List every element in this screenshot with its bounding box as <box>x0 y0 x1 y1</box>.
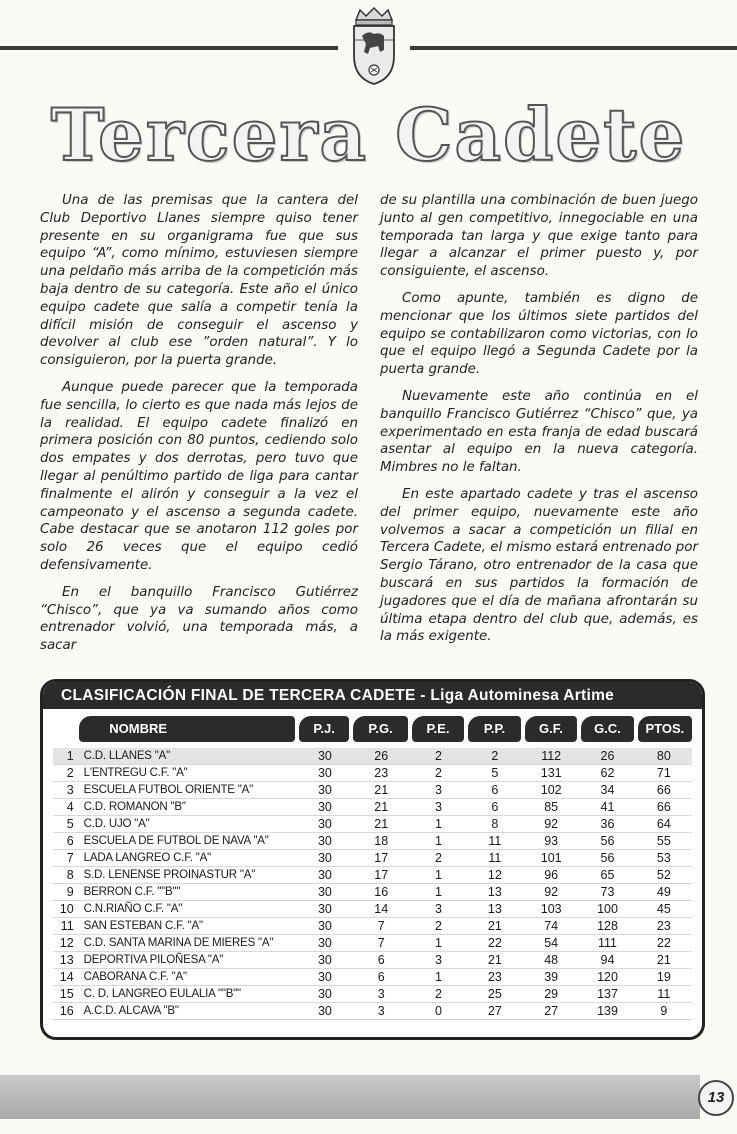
position-cell: 6 <box>66 834 74 848</box>
team-name-cell: L'ENTREGU C.F. "A" <box>83 767 188 779</box>
team-name-cell: LADA LANGREO C.F. "A" <box>83 852 211 864</box>
team-name-cell: ESCUELA DE FUTBOL DE NAVA "A" <box>83 835 269 847</box>
lost-cell: 5 <box>491 766 499 780</box>
played-cell: 30 <box>317 749 332 763</box>
table-row <box>53 816 692 833</box>
lost-cell: 12 <box>487 868 502 882</box>
drawn-cell: 0 <box>435 1004 442 1018</box>
lost-cell: 11 <box>488 851 502 865</box>
team-name-cell: C. D. LANGREO EULALIA ""B"" <box>83 988 241 1000</box>
goals-against-cell: 26 <box>600 749 615 763</box>
played-cell: 30 <box>317 766 332 780</box>
won-cell: 17 <box>374 851 389 865</box>
article-column-left <box>40 192 358 664</box>
table-row <box>53 1003 692 1020</box>
goals-for-cell: 39 <box>544 970 559 984</box>
lost-cell: 21 <box>487 919 502 933</box>
paragraph: Nuevamente este año continúa en el banquillo Francisco Gutiérrez “Chisco” que, ya experimentado en esta franja de edad buscará asentar al equipo en la nueva categoría. Mimbres no le faltan. <box>380 388 698 476</box>
points-cell: 66 <box>656 800 671 814</box>
standings-panel <box>40 679 705 1040</box>
paragraph: En este apartado cadete y tras el ascenso del primer equipo, nuevamente este año volvemos a sacar a competición un filial en Tercera Cadete, el mismo estará entrenado por Sergio Tárano, otro entrenador de la casa que buscará en sus partidos la formación de jugadores que el día de mañana afrontarán su última etapa dentro del club que, además, es la más exigente. <box>380 486 698 645</box>
won-cell: 7 <box>377 919 385 933</box>
standings-rows <box>53 748 692 1020</box>
club-crest-icon <box>338 6 410 88</box>
won-cell: 18 <box>374 834 389 848</box>
lost-cell: 22 <box>487 936 502 950</box>
position-cell: 12 <box>59 936 74 950</box>
goals-against-cell: 94 <box>600 953 615 967</box>
goals-against-cell: 139 <box>597 1004 618 1018</box>
drawn-cell: 3 <box>435 783 442 797</box>
position-cell: 15 <box>59 987 74 1001</box>
won-cell: 3 <box>377 987 385 1001</box>
goals-for-cell: 131 <box>540 766 562 780</box>
played-cell: 30 <box>317 953 332 967</box>
header-rule-right <box>410 46 737 50</box>
paragraph: de su plantilla una combinación de buen juego junto al gen competitivo, innegociable en una temporada tan larga y que exige tanto para llegar a alcanzar el primer puesto y, por consiguiente, el ascenso. <box>380 193 698 280</box>
goals-against-cell: 111 <box>598 936 618 950</box>
drawn-cell: 1 <box>435 885 442 899</box>
team-name-cell: ESCUELA FUTBOL ORIENTE "A" <box>83 784 253 796</box>
played-cell: 30 <box>317 851 332 865</box>
goals-for-cell: 74 <box>544 919 559 933</box>
won-cell: 6 <box>377 953 385 967</box>
lost-cell: 8 <box>491 817 499 831</box>
goals-for-cell: 101 <box>540 851 562 865</box>
goals-against-cell: 137 <box>597 987 618 1001</box>
points-cell: 55 <box>656 834 671 848</box>
position-cell: 8 <box>66 868 74 882</box>
table-row <box>53 884 692 901</box>
table-row <box>53 782 692 799</box>
points-cell: 23 <box>656 919 671 933</box>
position-cell: 9 <box>66 885 74 899</box>
goals-for-cell: 92 <box>544 817 559 831</box>
table-row <box>53 850 692 867</box>
played-cell: 30 <box>317 885 332 899</box>
position-cell: 16 <box>59 1004 74 1018</box>
team-name-cell: A.C.D. ALCAVA "B" <box>83 1005 179 1017</box>
position-cell: 2 <box>66 766 74 780</box>
played-cell: 30 <box>317 783 332 797</box>
won-cell: 6 <box>377 970 385 984</box>
page-title: Tercera Cadete <box>50 92 687 177</box>
points-cell: 49 <box>656 885 671 899</box>
footer-band <box>0 1075 700 1119</box>
table-row <box>53 986 692 1003</box>
goals-against-cell: 65 <box>600 868 615 882</box>
goals-against-cell: 100 <box>597 902 618 916</box>
points-cell: 45 <box>656 902 671 916</box>
goals-for-cell: 102 <box>540 783 562 797</box>
goals-against-cell: 56 <box>600 851 615 865</box>
team-name-cell: BERRON C.F. ""B"" <box>83 886 181 898</box>
played-cell: 30 <box>317 936 332 950</box>
won-cell: 23 <box>374 766 389 780</box>
position-cell: 10 <box>59 902 74 916</box>
points-cell: 11 <box>657 987 671 1001</box>
points-cell: 80 <box>656 749 671 763</box>
drawn-cell: 3 <box>435 902 442 916</box>
drawn-cell: 2 <box>435 749 442 763</box>
drawn-cell: 2 <box>435 987 442 1001</box>
paragraph: Una de las premisas que la cantera del Club Deportivo Llanes siempre quiso tener presente en su organigrama fue que sus equipo “A”, como mínimo, estuviesen siempre una peldaño más arriba de la competición más baja dentro de su categoría. Este año el único equipo cadete que salía a competir tenía la difícil misión de conseguir el ascenso y devolver al club ese ”orden natural”. Y lo consiguieron, por la puerta grande. <box>40 193 358 369</box>
points-cell: 21 <box>656 953 671 967</box>
lost-cell: 11 <box>488 834 502 848</box>
table-row <box>53 918 692 935</box>
article-body <box>40 192 698 662</box>
drawn-cell: 3 <box>435 953 442 967</box>
drawn-cell: 2 <box>435 851 442 865</box>
article-column-right <box>380 192 698 664</box>
position-cell: 1 <box>66 749 74 763</box>
position-cell: 7 <box>66 851 74 865</box>
points-cell: 71 <box>656 766 671 780</box>
lost-cell: 6 <box>491 783 499 797</box>
goals-for-cell: 27 <box>544 1004 559 1018</box>
won-cell: 16 <box>374 885 389 899</box>
drawn-cell: 1 <box>435 868 442 882</box>
goals-for-cell: 92 <box>544 885 559 899</box>
goals-for-cell: 93 <box>544 834 559 848</box>
header-pp: P.P. <box>468 716 520 742</box>
position-cell: 5 <box>66 817 74 831</box>
goals-for-cell: 112 <box>541 749 562 763</box>
paragraph: En el banquillo Francisco Gutiérrez “Chisco”, que ya va sumando años como entrenador volvió, una temporada más, a sacar <box>40 584 358 654</box>
played-cell: 30 <box>317 800 332 814</box>
team-name-cell: C.D. UJO "A" <box>83 818 150 830</box>
team-name-cell: CABORANA C.F. "A" <box>83 971 187 983</box>
header-rule-left <box>0 46 338 50</box>
goals-against-cell: 73 <box>600 885 615 899</box>
won-cell: 14 <box>374 902 389 916</box>
points-cell: 19 <box>656 970 671 984</box>
header-pj: P.J. <box>299 716 350 742</box>
goals-against-cell: 36 <box>600 817 615 831</box>
played-cell: 30 <box>317 987 332 1001</box>
won-cell: 21 <box>374 817 389 831</box>
header-gc: G.C. <box>581 716 633 742</box>
drawn-cell: 1 <box>435 936 442 950</box>
lost-cell: 21 <box>487 953 502 967</box>
team-name-cell: C.D. ROMANON "B" <box>83 801 186 813</box>
points-cell: 22 <box>656 936 671 950</box>
paragraph: Aunque puede parecer que la temporada fue sencilla, lo cierto es que nada más lejos de la realidad. El equipo cadete finalizó en primera posición con 80 puntos, cediendo solo dos empates y dos derrotas, pero tuvo que llegar al penúltimo partido de liga para cantar finalmente el alirón y conseguir a la vez el campeonato y el ascenso a segunda cadete. Cabe destacar que se anotaron 112 goles por solo 26 veces que el equipo cedió defensivamente. <box>40 379 358 573</box>
team-name-cell: C.D. LLANES "A" <box>83 750 170 762</box>
played-cell: 30 <box>317 919 332 933</box>
played-cell: 30 <box>317 868 332 882</box>
lost-cell: 13 <box>487 885 502 899</box>
table-row <box>53 969 692 986</box>
lost-cell: 25 <box>487 987 502 1001</box>
played-cell: 30 <box>317 1004 332 1018</box>
goals-for-cell: 85 <box>544 800 559 814</box>
drawn-cell: 1 <box>435 834 442 848</box>
won-cell: 3 <box>377 1004 385 1018</box>
played-cell: 30 <box>317 970 332 984</box>
points-cell: 64 <box>656 817 671 831</box>
points-cell: 53 <box>656 851 671 865</box>
goals-against-cell: 120 <box>597 970 618 984</box>
paragraph: Como apunte, también es digno de mencionar que los últimos siete partidos del equipo se contabilizaron como victorias, con lo que el equipo llegó a Segunda Cadete por la puerta grande. <box>380 290 698 378</box>
team-name-cell: C.N.RIAÑO C.F. "A" <box>83 903 183 915</box>
goals-for-cell: 54 <box>544 936 559 950</box>
points-cell: 9 <box>660 1004 668 1018</box>
table-row <box>53 935 692 952</box>
drawn-cell: 2 <box>435 919 442 933</box>
table-row <box>53 867 692 884</box>
played-cell: 30 <box>317 817 332 831</box>
won-cell: 7 <box>377 936 385 950</box>
table-row <box>53 901 692 918</box>
position-cell: 4 <box>66 800 74 814</box>
table-row <box>53 765 692 782</box>
goals-against-cell: 56 <box>600 834 615 848</box>
lost-cell: 27 <box>487 1004 502 1018</box>
team-name-cell: S.D. LENENSE PROINASTUR "A" <box>83 869 256 881</box>
header-ptos: PTOS. <box>638 716 692 742</box>
page-number: 13 <box>698 1080 734 1116</box>
played-cell: 30 <box>317 834 332 848</box>
table-row <box>53 799 692 816</box>
points-cell: 52 <box>656 868 671 882</box>
goals-against-cell: 62 <box>600 766 615 780</box>
points-cell: 66 <box>656 783 671 797</box>
won-cell: 26 <box>374 749 389 763</box>
team-name-cell: DEPORTIVA PILOÑESA "A" <box>83 954 224 966</box>
table-row <box>53 748 692 765</box>
drawn-cell: 3 <box>435 800 442 814</box>
header-gf: G.F. <box>525 716 577 742</box>
position-cell: 11 <box>60 919 74 933</box>
won-cell: 21 <box>374 783 389 797</box>
lost-cell: 6 <box>491 800 499 814</box>
table-row <box>53 833 692 850</box>
won-cell: 21 <box>374 800 389 814</box>
lost-cell: 2 <box>491 749 499 763</box>
lost-cell: 23 <box>487 970 502 984</box>
position-cell: 13 <box>59 953 74 967</box>
drawn-cell: 1 <box>435 817 442 831</box>
table-row <box>53 952 692 969</box>
standings-header-row <box>53 716 692 742</box>
goals-for-cell: 96 <box>544 868 559 882</box>
position-cell: 3 <box>66 783 74 797</box>
goals-for-cell: 29 <box>544 987 559 1001</box>
team-name-cell: C.D. SANTA MARINA DE MIERES "A" <box>83 937 274 949</box>
goals-for-cell: 48 <box>544 953 559 967</box>
goals-for-cell: 103 <box>540 902 562 916</box>
header-nombre: NOMBRE <box>79 716 295 742</box>
header-pe: P.E. <box>412 716 464 742</box>
standings-title: CLASIFICACIÓN FINAL DE TERCERA CADETE - Liga Autominesa Artime <box>43 682 702 709</box>
goals-against-cell: 41 <box>600 800 615 814</box>
played-cell: 30 <box>317 902 332 916</box>
drawn-cell: 1 <box>435 970 442 984</box>
goals-against-cell: 34 <box>600 783 615 797</box>
goals-against-cell: 128 <box>597 919 618 933</box>
lost-cell: 13 <box>487 902 502 916</box>
won-cell: 17 <box>374 868 389 882</box>
team-name-cell: SAN ESTEBAN C.F. "A" <box>83 920 203 932</box>
position-cell: 14 <box>59 970 74 984</box>
drawn-cell: 2 <box>435 766 442 780</box>
header-pg: P.G. <box>353 716 407 742</box>
